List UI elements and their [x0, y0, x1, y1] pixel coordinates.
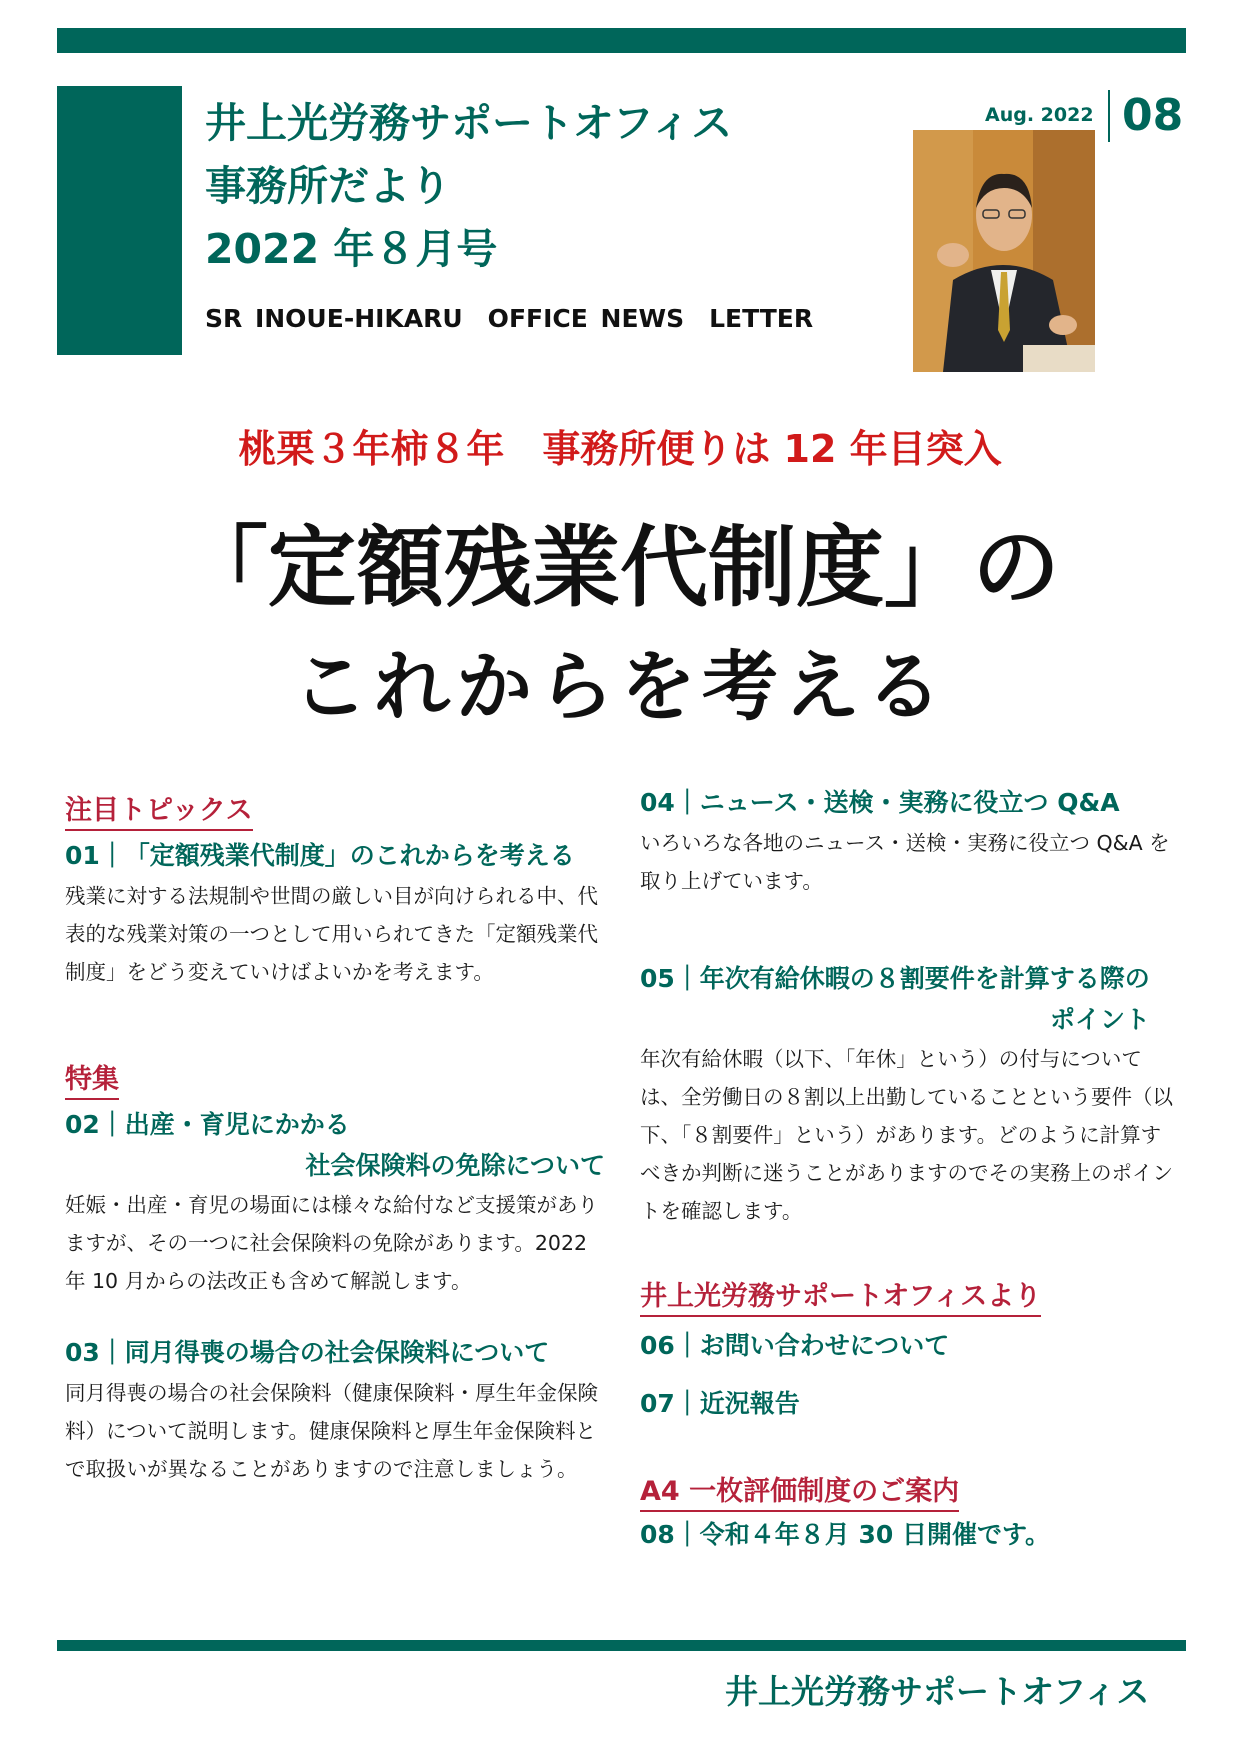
- top-bar: [57, 28, 1186, 53]
- section-title: 井上光労務サポートオフィスより: [640, 1274, 1041, 1317]
- masthead-side-block: [57, 86, 182, 355]
- masthead-subtitle: SR INOUE-HIKARU OFFICE NEWS LETTER: [205, 304, 814, 333]
- section-title: A4 一枚評価制度のご案内: [640, 1469, 959, 1512]
- headline-line-2: これからを考える: [292, 642, 948, 731]
- toc-item-title: 03｜同月得喪の場合の社会保険料について: [65, 1338, 550, 1367]
- toc-item-body: 年次有給休暇（以下、「年休」という）の付与については、全労働日の８割以上出勤していることという要件（以下、「８割要件」という）があります。どのように計算すべきか判断に迷うことがありますのでその実務上のポイントを確認します。: [640, 1047, 1173, 1223]
- portrait-image: [913, 130, 1095, 372]
- masthead-issue: 2022 年８月号: [205, 225, 498, 273]
- toc-item-title: 05｜年次有給休暇の８割要件を計算する際の: [640, 964, 1150, 993]
- toc-item-title-cont: ポイント: [1049, 1005, 1150, 1034]
- toc-item-body: 妊娠・出産・育児の場面には様々な給付など支援策がありますが、その一つに社会保険料の免除があります。2022 年 10 月からの法改正も含めて解説します。: [65, 1193, 598, 1293]
- headline-line-1: 「定額残業代制度」の: [179, 516, 1060, 619]
- footer-office-name: 井上光労務サポートオフィス: [725, 1672, 1150, 1711]
- toc-item-title: 04｜ニュース・送検・実務に役立つ Q&A: [640, 788, 1120, 817]
- bottom-bar: [57, 1640, 1186, 1651]
- toc-item-02[interactable]: [65, 1104, 605, 1300]
- toc-item-07[interactable]: 07｜近況報告: [640, 1389, 800, 1418]
- toc-item-08[interactable]: 08｜令和４年８月 30 日開催です。: [640, 1520, 1050, 1549]
- toc-item-06[interactable]: 06｜お問い合わせについて: [640, 1331, 950, 1360]
- section-office-news: [640, 1274, 1180, 1425]
- portrait-photo: [913, 130, 1095, 372]
- toc-item-title: 02｜出産・育児にかかる: [65, 1110, 350, 1139]
- toc-item-body: いろいろな各地のニュース・送検・実務に役立つ Q&A を取り上げています。: [640, 831, 1170, 893]
- masthead-newsletter-name: 事務所だより: [205, 162, 451, 210]
- toc-item-05[interactable]: [640, 958, 1180, 1230]
- subheadline: 桃栗３年柿８年 事務所便りは 12 年目突入: [238, 427, 1002, 471]
- toc-item-body: 同月得喪の場合の社会保険料（健康保険料・厚生年金保険料）について説明します。健康保険料と厚生年金保険料とで取扱いが異なることがありますので注意しましょう。: [65, 1381, 598, 1481]
- section-featured-topics: [65, 788, 605, 991]
- section-title: 注目トピックス: [65, 788, 253, 831]
- toc-item-title: 01｜「定額残業代制度」のこれからを考える: [65, 841, 575, 870]
- toc-item-title-cont: 社会保険料の免除について: [305, 1151, 605, 1180]
- left-column: [65, 788, 605, 1488]
- masthead: [205, 92, 813, 335]
- right-column: [640, 782, 1180, 1556]
- issue-number: 08: [1122, 90, 1184, 141]
- toc-item-body: 残業に対する法規制や世間の厳しい目が向けられる中、代表的な残業対策の一つとして用いられてきた「定額残業代制度」をどう変えていけばよいかを考えます。: [65, 884, 598, 984]
- section-special-feature: [65, 1057, 605, 1488]
- toc-item-01[interactable]: [65, 835, 605, 991]
- issue-date: Aug. 2022: [985, 104, 1094, 126]
- masthead-office-name: 井上光労務サポートオフィス: [205, 99, 733, 147]
- issue-divider: [1108, 90, 1110, 142]
- toc-item-04[interactable]: [640, 782, 1180, 900]
- section-title: 特集: [65, 1057, 119, 1100]
- toc-item-03[interactable]: [65, 1332, 605, 1488]
- section-a4-evaluation: [640, 1469, 1180, 1556]
